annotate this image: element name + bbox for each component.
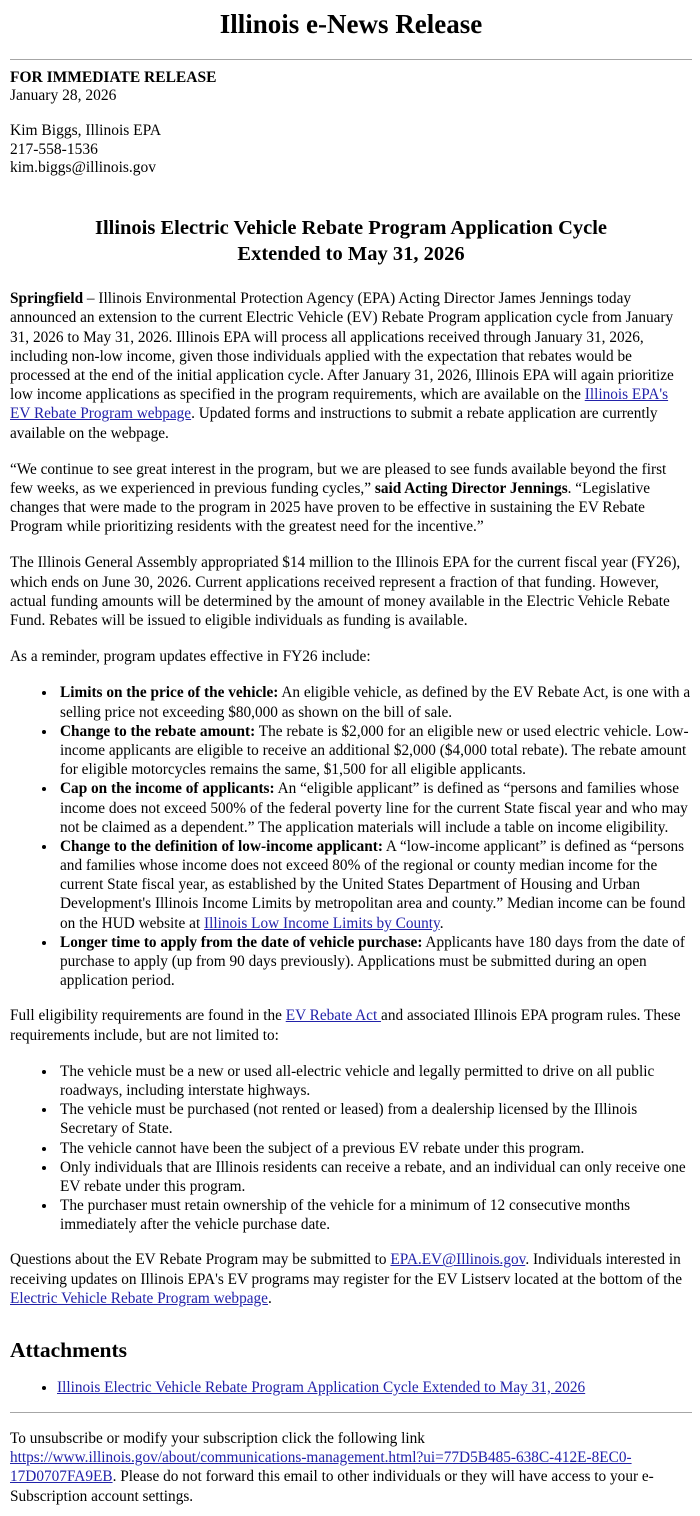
list-item — [57, 779, 692, 837]
list-item — [57, 837, 692, 933]
paragraph-announcement-text-a: – Illinois Environmental Protection Agency (EPA) Acting Director James Jennings today announced an extension to the current Electric Vehicle (EV) Rebate Program application cycle from January 31, 2026 to May 31, 2026. Illinois EPA will process all applications received through January 31, 2026, including non-low income, given those individuals applied with the expectation that rebates would be processed at the end of the initial application cycle. After January 31, 2026, Illinois EPA will again prioritize low income applications as specified in the program requirements, which are available on the — [10, 290, 674, 404]
quote-text-b: . “Legislative changes that were made to the program in 2025 have proven to be effective in sustaining the EV Rebate Program while prioritizing residents with the greatest need for the incentive.” — [10, 479, 651, 536]
paragraph-questions — [10, 1250, 692, 1308]
immediate-release-label: FOR IMMEDIATE RELEASE — [10, 68, 217, 86]
questions-text-a: Questions about the EV Rebate Program may be submitted to — [10, 1251, 391, 1269]
attachment-link[interactable]: Illinois Electric Vehicle Rebate Program Application Cycle Extended to May 31, 2026 — [57, 1378, 586, 1396]
contact-email: kim.biggs@illinois.gov — [10, 158, 157, 176]
ev-rebate-program-webpage-link[interactable]: Illinois EPA's EV Rebate Program webpage — [10, 386, 669, 423]
unsubscribe-footer — [10, 1429, 692, 1506]
meta-spacer — [10, 105, 692, 122]
questions-text-b: . Individuals interested in receiving updates on Illinois EPA's EV programs may register for the EV Listserv located at the bottom of the — [10, 1251, 682, 1288]
paragraph-quote — [10, 460, 692, 537]
list-item-text: A “low-income applicant” is defined as “persons and families whose income does not exceed 80% of the regional or county median income for the current State fiscal year, as established by the United States Department of Housing and Urban Development's Illinois Income Limits by metropolitan area and county.” Median income can be found on the HUD website at — [60, 837, 686, 932]
list-item-label: Change to the rebate amount: — [60, 722, 256, 740]
contact-phone: 217-558-1536 — [10, 140, 98, 158]
illinois-low-income-limits-link[interactable]: Illinois Low Income Limits by County — [204, 914, 440, 932]
unsubscribe-link[interactable]: https://www.illinois.gov/about/communications-management.html?ui=77D5B485-638C-412E-8EC0-17D0707FA9EB — [10, 1448, 632, 1486]
headline-line-2: Extended to May 31, 2026 — [237, 243, 465, 266]
list-item: • Only individuals that are Illinois residents can receive a rebate, and an individual can only receive one EV rebate under this program. — [57, 1158, 692, 1196]
quote-attribution: said Acting Director Jennings — [374, 479, 568, 497]
attachments-heading: Attachments — [10, 1338, 128, 1363]
paragraph-announcement-text-b: . Updated forms and instructions to submit a rebate application are currently available on the webpage. — [10, 405, 658, 442]
paragraph-announcement — [10, 289, 692, 443]
header-divider — [10, 59, 692, 60]
list-item-text: The rebate is $2,000 for an eligible new or used electric vehicle. Low-income applicants are eligible to receive an additional $2,000 ($4,000 total rebate). The rebate amount for eligible motorcycles remains the same, $1,500 for all eligible applicants. — [60, 722, 689, 779]
unsubscribe-intro: To unsubscribe or modify your subscription click the following link — [10, 1429, 425, 1447]
release-meta — [10, 69, 692, 177]
list-item-label: Change to the definition of low-income applicant: — [60, 837, 383, 855]
list-item-text-after: . — [439, 914, 444, 932]
list-item-text: An eligible vehicle, as defined by the EV Rebate Act, is one with a selling price not exceeding $80,000 as shown on the bill of sale. — [60, 684, 691, 721]
dateline: Springfield — [10, 290, 84, 308]
list-item-label: Limits on the price of the vehicle: — [60, 684, 279, 702]
list-item: • The purchaser must retain ownership of the vehicle for a minimum of 12 consecutive months immediately after the vehicle purchase date. — [57, 1196, 692, 1234]
list-item-label: Cap on the income of applicants: — [60, 780, 275, 798]
list-item-text: An “eligible applicant” is defined as “persons and families whose income does not exceed 500% of the federal poverty line for the current State fiscal year and who may not be claimed as a dependent.” The application materials will include a table on income eligibility. — [60, 780, 688, 836]
electric-vehicle-rebate-program-webpage-link[interactable]: Electric Vehicle Rebate Program webpage — [10, 1289, 268, 1307]
epa-ev-email-link[interactable]: EPA.EV@Illinois.gov — [390, 1251, 526, 1269]
list-item: • The vehicle must be purchased (not rented or leased) from a dealership licensed by the Illinois Secretary of State. — [57, 1100, 692, 1138]
unsubscribe-outro: . Please do not forward this email to other individuals or they will have access to your e-Subscription account settings. — [10, 1468, 654, 1505]
list-item: • The vehicle cannot have been the subject of a previous EV rebate under this program. — [57, 1139, 692, 1158]
page-title: Illinois e-News Release — [219, 9, 483, 39]
headline-line-1: Illinois Electric Vehicle Rebate Program Application Cycle — [94, 217, 608, 240]
quote-text-a: “We continue to see great interest in the program, but we are pleased to see funds available beyond the first few weeks, as we experienced in previous funding cycles,” — [10, 460, 667, 497]
eligibility-text-a: Full eligibility requirements are found in the — [10, 1007, 286, 1025]
list-item-text: Applicants have 180 days from the date of purchase to apply (up from 90 days previously). Applications must be submitted during an open application period. — [60, 933, 685, 990]
ev-rebate-act-link[interactable]: EV Rebate Act — [285, 1007, 382, 1025]
paragraph-funding: The Illinois General Assembly appropriated $14 million to the Illinois EPA for the current fiscal year (FY26), which ends on June 30, 2026. Current applications received represent a fraction of that funding. However, actual funding amounts will be determined by the amount of money available in the Electric Vehicle Rebate Fund. Rebates will be issued to eligible individuals as funding is available. — [10, 554, 681, 630]
list-item: • The vehicle must be a new or used all-electric vehicle and legally permitted to drive on all public roadways, including interstate highways. — [57, 1062, 692, 1100]
requirements-list — [10, 1062, 692, 1235]
attachments-list — [10, 1378, 692, 1398]
headline — [24, 215, 678, 267]
contact-name: Kim Biggs, Illinois EPA — [10, 122, 162, 140]
footer-divider — [10, 1412, 692, 1413]
eligibility-text-b: and associated Illinois EPA program rules. These requirements include, but are not limited to: — [10, 1007, 681, 1044]
questions-text-c: . — [267, 1289, 272, 1307]
paragraph-eligibility-intro — [10, 1006, 692, 1044]
list-item — [57, 933, 692, 991]
list-item — [57, 722, 692, 780]
paragraph-reminder-intro: As a reminder, program updates effective in FY26 include: — [10, 648, 371, 666]
list-item — [57, 1378, 692, 1398]
list-item — [57, 683, 692, 721]
list-item-label: Longer time to apply from the date of vehicle purchase: — [60, 933, 423, 951]
release-date: January 28, 2026 — [10, 87, 117, 105]
program-updates-list — [10, 683, 692, 990]
